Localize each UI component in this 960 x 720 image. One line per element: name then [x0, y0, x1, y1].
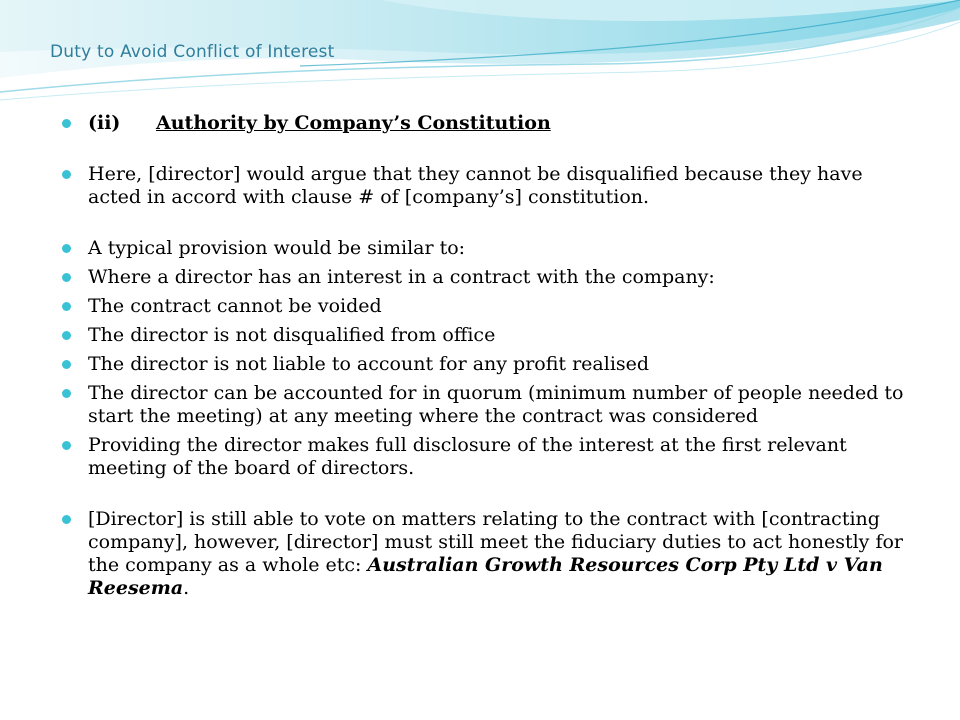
- provision-text: The director is not disqualified from office: [88, 324, 496, 346]
- bullet-conclusion: [62, 508, 912, 600]
- provision-text: Providing the director makes full disclosure of the interest at the first relevant meeting of the board of directors.: [88, 434, 847, 479]
- bullet-dot-icon: [62, 441, 71, 450]
- slide-title: Duty to Avoid Conflict of Interest: [50, 42, 335, 62]
- bullet-provision: [62, 266, 912, 289]
- provision-text: The contract cannot be voided: [88, 295, 382, 317]
- bullet-dot-icon: [62, 244, 71, 253]
- bullet-provision: [62, 382, 912, 428]
- intro-text: Here, [director] would argue that they cannot be disqualified because they have acted in accord with clause # of [company’s] constitution.: [88, 163, 863, 208]
- bullet-heading: [62, 112, 912, 135]
- section-heading-text: Authority by Company’s Constitution: [156, 112, 551, 134]
- bullet-provision: [62, 434, 912, 480]
- bullet-provision: [62, 295, 912, 318]
- bullet-provision: [62, 237, 912, 260]
- bullet-dot-icon: [62, 389, 71, 398]
- bullet-dot-icon: [62, 331, 71, 340]
- bullet-dot-icon: [62, 170, 71, 179]
- bullet-intro: [62, 163, 912, 209]
- provision-text: A typical provision would be similar to:: [88, 237, 466, 259]
- provision-text: The director is not liable to account for any profit realised: [88, 353, 650, 375]
- bullet-dot-icon: [62, 515, 71, 524]
- bullet-dot-icon: [62, 360, 71, 369]
- bullet-dot-icon: [62, 273, 71, 282]
- bullet-dot-icon: [62, 119, 71, 128]
- provision-text: Where a director has an interest in a contract with the company:: [88, 266, 715, 288]
- provision-text: The director can be accounted for in quorum (minimum number of people needed to start the meeting) at any meeting where the contract was considered: [88, 382, 904, 427]
- conclusion-end: .: [183, 577, 190, 599]
- bullet-dot-icon: [62, 302, 71, 311]
- case-citation: Australian Growth Resources Corp Pty Ltd v Van Reesema: [88, 554, 883, 599]
- slide-content: [62, 112, 912, 600]
- section-heading: [88, 112, 551, 134]
- section-number: (ii): [88, 112, 121, 134]
- conclusion-text: [Director] is still able to vote on matters relating to the contract with [contracting company], however, [director] must still meet the fiduciary duties to act honestly for the company as a whole etc:: [88, 508, 904, 576]
- bullet-provision: [62, 353, 912, 376]
- bullet-provision: [62, 324, 912, 347]
